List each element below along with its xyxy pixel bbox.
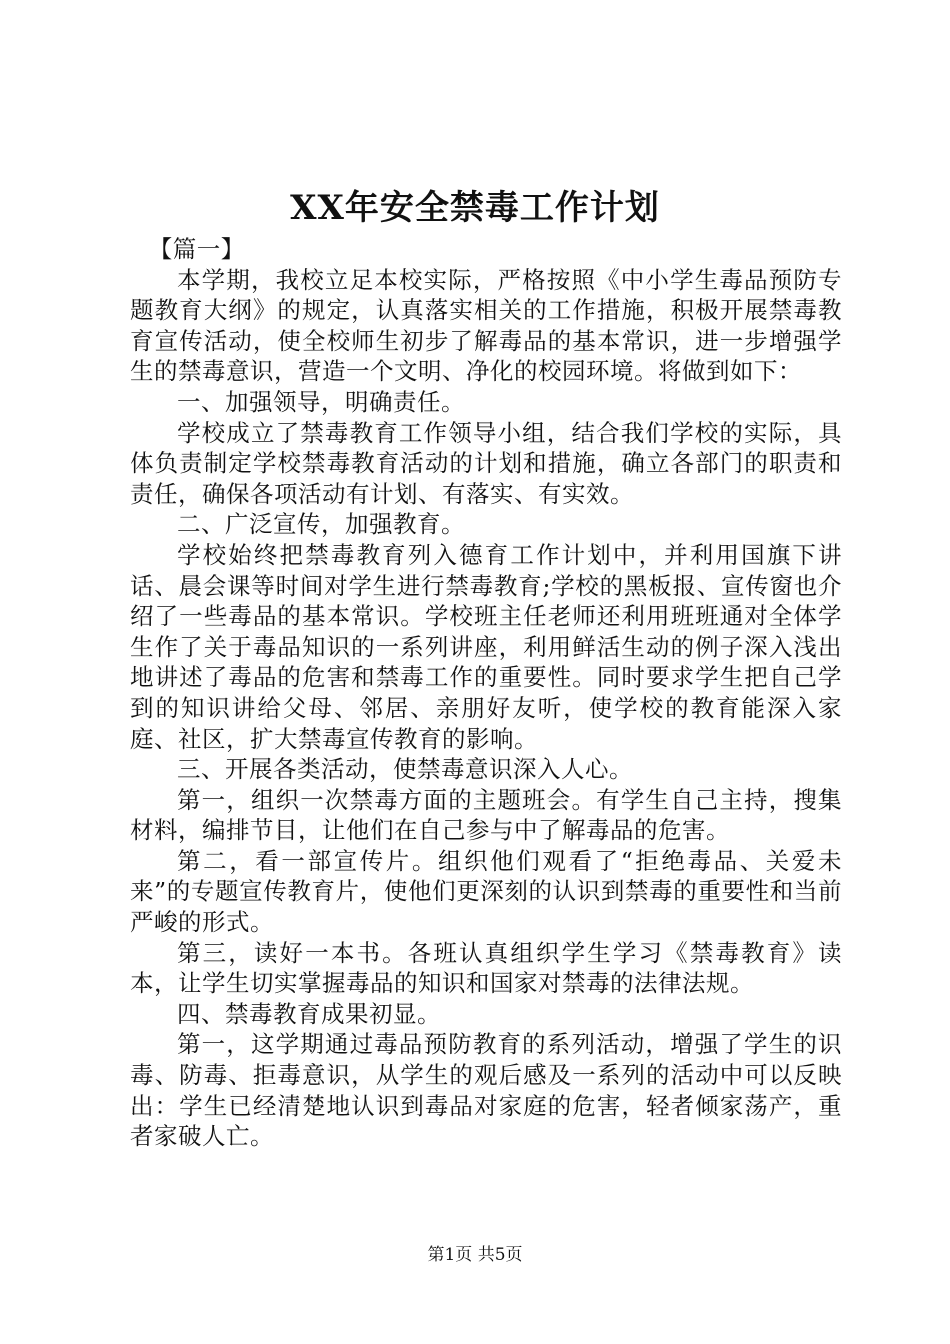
paragraph-intro: 本学期，我校立足本校实际，严格按照《中小学生毒品预防专题教育大纲》的规定，认真落实相关的工作措施，积极开展禁毒教育宣传活动，使全校师生初步了解毒品的基本常识，进一步增强学生的禁毒意识，营造一个文明、净化的校园环境。将做到如下： [130,265,842,386]
page-footer: 第1页 共5页 [427,1245,523,1265]
heading-one: 一、加强领导，明确责任。 [177,387,465,416]
paragraph-activity-two: 第二，看一部宣传片。组织他们观看了“拒绝毒品、关爱未来”的专题宣传教育片，使他们更深刻的认识到禁毒的重要性和当前严峻的形式。 [130,846,842,937]
paragraph-leadership: 学校成立了禁毒教育工作领导小组，结合我们学校的实际，具体负责制定学校禁毒教育活动的计划和措施，确立各部门的职责和责任，确保各项活动有计划、有落实、有实效。 [130,418,842,508]
heading-two: 二、广泛宣传，加强教育。 [177,510,465,539]
paragraph-results-one: 第一，这学期通过毒品预防教育的系列活动，增强了学生的识毒、防毒、拒毒意识，从学生的观后感及一系列的活动中可以反映出：学生已经清楚地认识到毒品对家庭的危害，轻者倾家荡产，重者家破人亡。 [130,1030,842,1151]
document-body [130,234,842,1152]
heading-four: 四、禁毒教育成果初显。 [177,999,441,1028]
section-tag: 【篇一】 [148,235,245,263]
heading-three: 三、开展各类活动，使禁毒意识深入人心。 [177,755,633,784]
paragraph-publicity: 学校始终把禁毒教育列入德育工作计划中，并利用国旗下讲话、晨会课等时间对学生进行禁毒教育;学校的黑板报、宣传窗也介绍了一些毒品的基本常识。学校班主任老师还利用班班通对全体学生作了关于毒品知识的一系列讲座，利用鲜活生动的例子深入浅出地讲述了毒品的危害和禁毒工作的重要性。同时要求学生把自己学到的知识讲给父母、邻居、亲朋好友听，使学校的教育能深入家庭、社区，扩大禁毒宣传教育的影响。 [130,540,842,753]
document-title: XX年安全禁毒工作计划 [290,188,660,228]
paragraph-activity-one: 第一，组织一次禁毒方面的主题班会。有学生自己主持，搜集材料，编排节目，让他们在自己参与中了解毒品的危害。 [130,785,842,845]
paragraph-activity-three: 第三，读好一本书。各班认真组织学生学习《禁毒教育》读本，让学生切实掌握毒品的知识和国家对禁毒的法律法规。 [130,938,842,998]
